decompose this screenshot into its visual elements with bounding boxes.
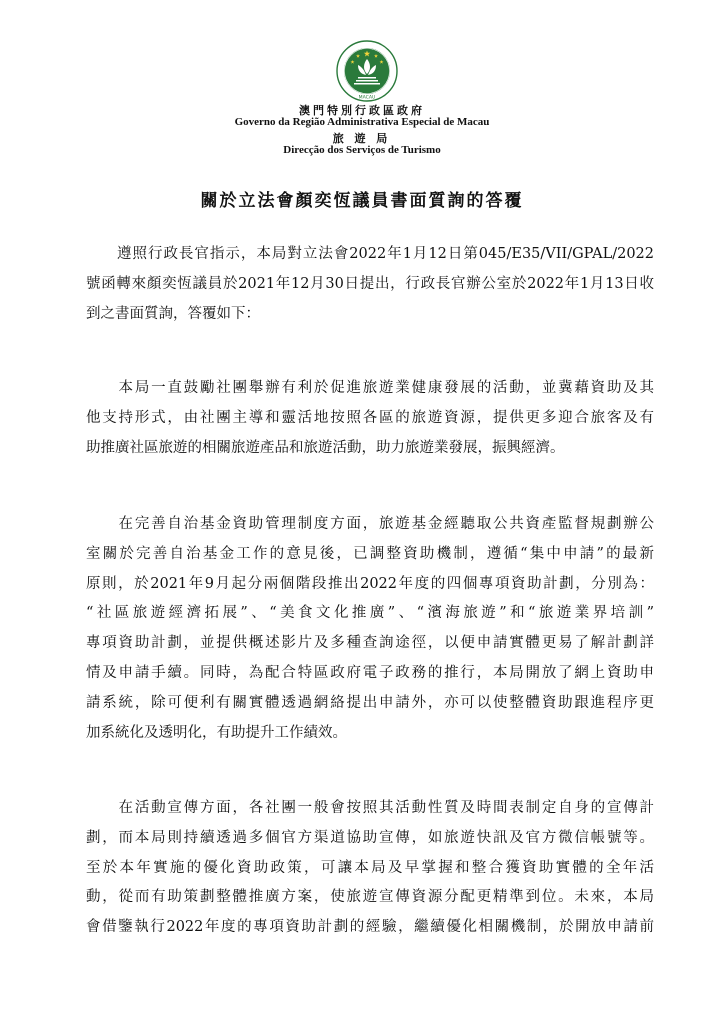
paragraph-line: 至於本年實施的優化資助政策，可讓本局及早掌握和整合獲資助實體的全年活 [86,859,654,876]
paragraph-line: 加系統化及透明化，有助提升工作績效。 [86,724,347,741]
department-name-pt: Direcção dos Serviços de Turismo [283,144,441,156]
paragraph-line: 劃，而本局則持續透過多個官方渠道協助宣傳，如旅遊快訊及官方微信帳號等。 [86,829,654,846]
paragraph-line: 在活動宣傳方面，各社團一般會按照其活動性質及時間表制定自身的宣傳計 [86,800,654,816]
paragraph-funding-mechanism [86,510,654,748]
paragraph-promotion [86,794,654,943]
paragraph-line: 號函轉來顏奕恆議員於2021年12月30日提出，行政長官辦公室於2022年1月13日收 [86,275,654,292]
paragraph-support [86,374,654,463]
document-title: 關於立法會顏奕恆議員書面質詢的答覆 [200,191,524,211]
paragraph-line: 助推廣社區旅遊的相關旅遊產品和旅遊活動，助力旅遊業發展，振興經濟。 [86,439,565,456]
paragraph-line: 會借鑒執行2022年度的專項資助計劃的經驗，繼續優化相關機制，於開放申請前 [86,919,654,936]
macau-emblem-icon [336,40,398,102]
paragraph-line: 本局一直鼓勵社團舉辦有利於促進旅遊業健康發展的活動，並冀藉資助及其 [86,380,654,396]
paragraph-line: 他支持形式，由社團主導和靈活地按照各區的旅遊資源，提供更多迎合旅客及有 [86,409,654,426]
paragraph-line: 室關於完善自治基金工作的意見後，已調整資助機制，遵循“集中申請”的最新 [86,545,654,562]
government-name-pt: Governo da Região Administrativa Especial de Macau [234,116,490,128]
paragraph-line: 到之書面質詢，答覆如下： [86,305,260,322]
paragraph-line: 動，從而有助策劃整體推廣方案，使旅遊宣傳資源分配更精準到位。未來，本局 [86,889,654,906]
paragraph-line: 原則，於2021年9月起分兩個階段推出2022年度的四個專項資助計劃，分別為： [86,575,654,592]
government-name-zh: 澳門特別行政區政府 [299,105,425,117]
svg-text:MACAU: MACAU [358,95,376,101]
department-name-zh: 旅 遊 局 [332,133,392,145]
paragraph-line: 情及申請手續。同時，為配合特區政府電子政務的推行，本局開放了網上資助申 [86,664,654,681]
paragraph-line: 專項資助計劃，並提供概述影片及多種查詢途徑，以便申請實體更易了解計劃詳 [86,635,654,652]
paragraph-line: 遵照行政長官指示，本局對立法會2022年1月12日第045/E35/VII/GPAL/2022 [86,246,654,262]
paragraph-intro [86,240,654,329]
paragraph-line: 請系統，除可便利有關實體透過網絡提出申請外，亦可以使整體資助跟進程序更 [86,694,654,711]
paragraph-line: “社區旅遊經濟拓展”、“美食文化推廣”、“濱海旅遊”和“旅遊業界培訓” [86,605,654,622]
paragraph-line: 在完善自治基金資助管理制度方面，旅遊基金經聽取公共資產監督規劃辦公 [86,516,654,532]
